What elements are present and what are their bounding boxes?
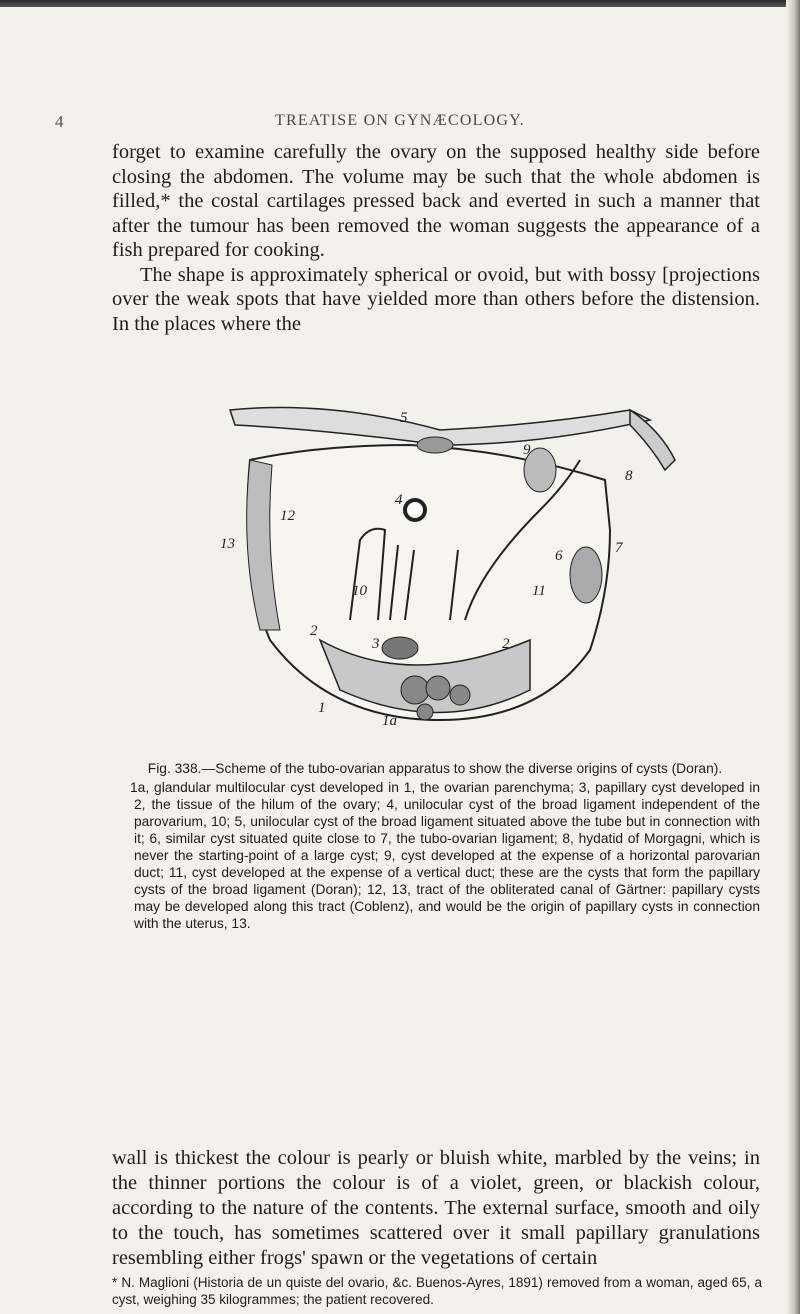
page-header xyxy=(0,112,800,138)
label-1a: 1a xyxy=(382,713,397,729)
footnote: * N. Maglioni (Historia de un quiste del ovario, &c. Buenos-Ayres, 1891) removed from a woman, aged 65, a cyst, weighing 35 kilogrammes; the patient recovered. xyxy=(112,1275,762,1307)
label-4: 4 xyxy=(395,492,403,508)
label-13: 13 xyxy=(220,536,235,552)
label-5: 5 xyxy=(400,410,408,426)
running-head: TREATISE ON GYNÆCOLOGY. xyxy=(275,112,525,129)
label-9: 9 xyxy=(523,442,531,458)
label-2-right: 2 xyxy=(502,636,510,652)
tubo-ovarian-diagram xyxy=(210,390,685,750)
paragraph-3: wall is thickest the colour is pearly or bluish white, marbled by the veins; in the thinner portions the colour is of a violet, green, or blackish colour, according to the nature of the contents. The external surface, smooth and oily to the touch, has sometimes scattered over it small papillary granulations resembling either frogs' spawn or the vegetations of certain xyxy=(112,1147,760,1269)
caption-title: Fig. 338.—Scheme of the tubo-ovarian apparatus to show the diverse origins of cysts (Doran). xyxy=(147,761,723,776)
scan-right-edge xyxy=(786,0,800,1314)
label-8: 8 xyxy=(625,468,633,484)
cyst-3 xyxy=(382,637,418,659)
label-6: 6 xyxy=(555,548,563,564)
figure-caption xyxy=(110,760,760,932)
cyst-4 xyxy=(405,500,425,520)
label-7: 7 xyxy=(615,540,623,556)
paragraph-1: forget to examine carefully the ovary on the supposed healthy side before closing the abdomen. The volume may be such that the whole abdomen is filled,* the costal cartilages pressed back and everted in such a manner that after the tumour has been removed the woman suggests the appearance of a fish prepared for cooking. xyxy=(112,141,760,261)
label-2-left: 2 xyxy=(310,623,318,639)
label-12: 12 xyxy=(280,508,295,524)
label-11: 11 xyxy=(532,583,546,599)
body-text-top xyxy=(112,140,760,336)
scan-top-edge xyxy=(0,0,800,7)
cyst-6 xyxy=(570,547,602,603)
label-1: 1 xyxy=(318,700,326,716)
paragraph-2: The shape is approximately spherical or ovoid, but with bossy [projections over the weak spots that have yielded more than others before the distension. In the places where the xyxy=(112,263,760,335)
label-3: 3 xyxy=(372,636,380,652)
caption-legend: 1a, glandular multilocular cyst developed in 1, the ovarian parenchyma; 3, papillary cyst developed in 2, the tissue of the hilum of the ovary; 4, unilocular cyst of the broad ligament independent of the parovarium, 10; 5, unilocular cyst of the broad ligament situated above the tube but in connection with it; 6, similar cyst situated quite close to 7, the tubo-ovarian ligament; 8, hydatid of Morgagni, which is never the starting-point of a large cyst; 9, cyst developed at the expense of a horizontal parovarian duct; 11, cyst developed at the expense of a vertical duct; these are the cysts that form the papillary cysts of the broad ligament (Doran); 12, 13, tract of the obliterated canal of Gärtner: papillary cysts may be developed along this tract (Coblenz), and would be the origin of papillary cysts in connection with the uterus, 13. xyxy=(130,780,760,931)
fimbriae xyxy=(630,410,675,470)
cyst-5 xyxy=(417,437,453,453)
page-number: 4 xyxy=(55,112,64,131)
label-10: 10 xyxy=(352,583,367,599)
